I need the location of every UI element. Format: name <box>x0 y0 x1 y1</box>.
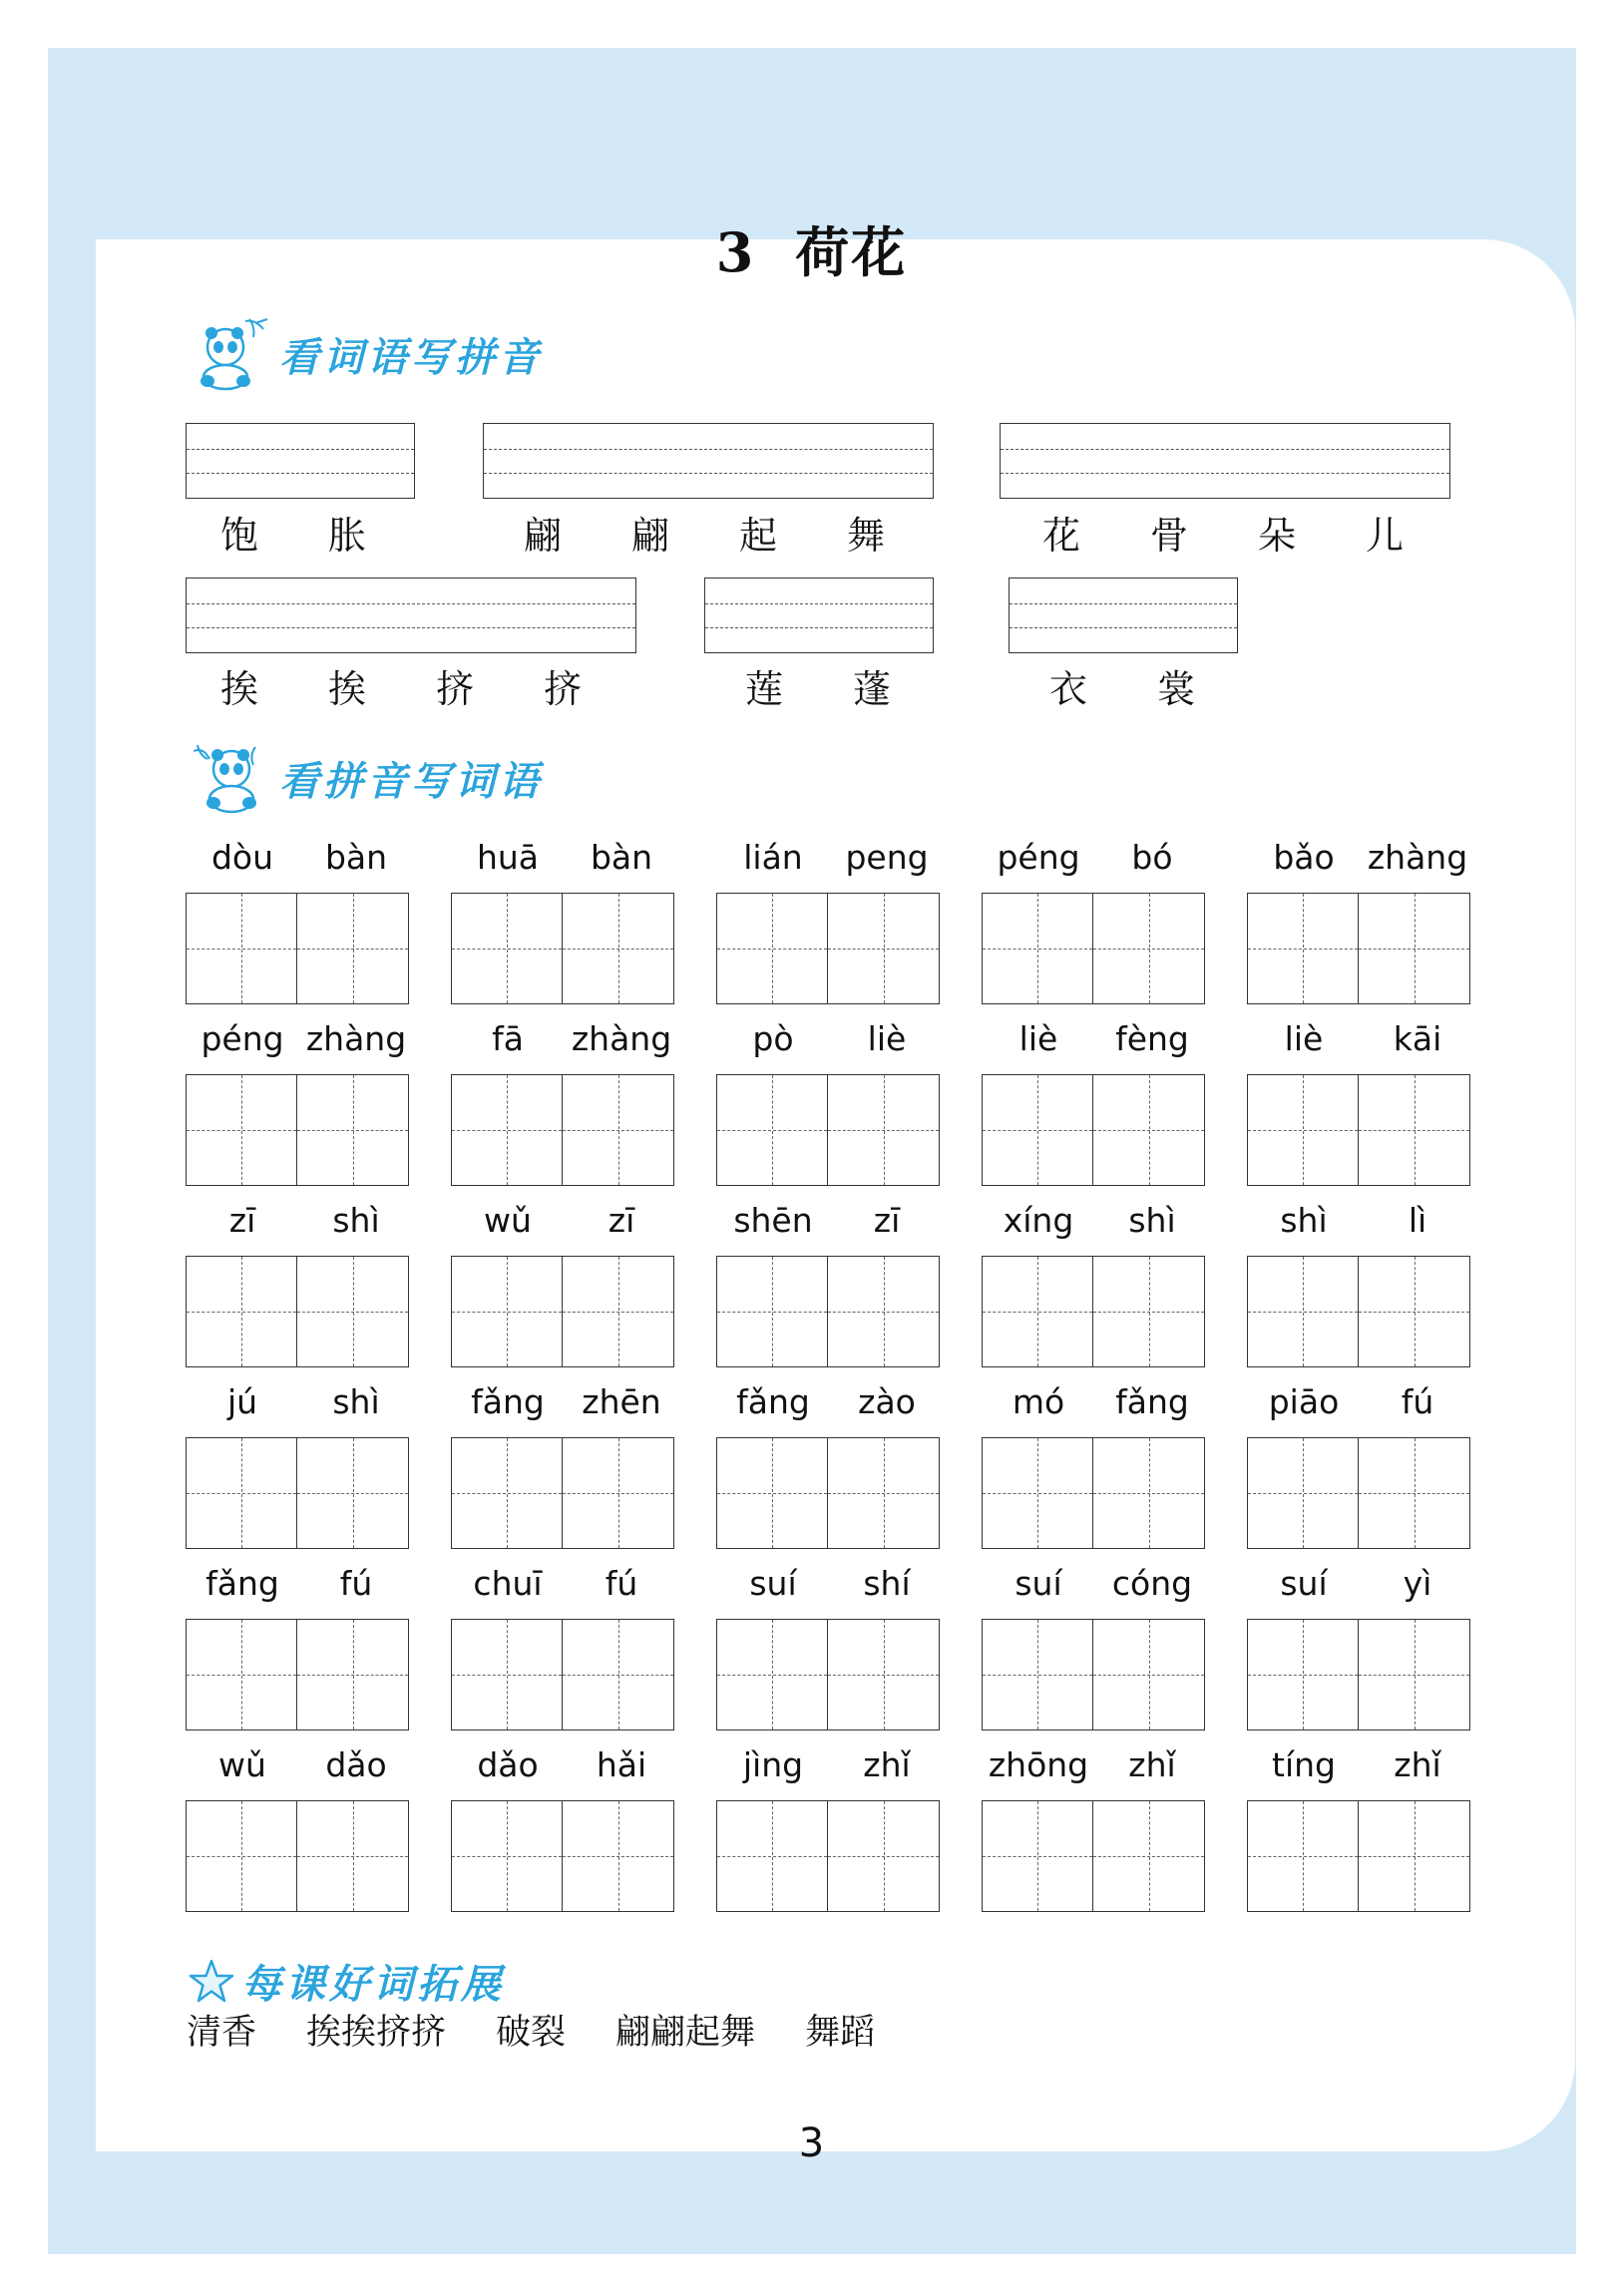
tian-grid-box[interactable] <box>186 1800 297 1912</box>
char: 挨 <box>327 667 366 711</box>
tian-grid-box[interactable] <box>563 1800 674 1912</box>
word-characters <box>1014 658 1230 713</box>
pinyin-word-cell <box>1247 838 1474 1004</box>
tian-grid-box[interactable] <box>186 1619 297 1730</box>
tian-grid-box[interactable] <box>982 1619 1093 1730</box>
pinyin-word-cell <box>186 1201 413 1367</box>
tian-grid-box[interactable] <box>186 1437 297 1549</box>
section2-label: 看拼音写词语 <box>279 757 543 805</box>
pinyin-label <box>1247 1019 1474 1067</box>
tian-grid-box[interactable] <box>186 1256 297 1367</box>
pinyin-label <box>186 1564 413 1612</box>
tian-grid-box[interactable] <box>982 1437 1093 1549</box>
char: 翩 <box>523 514 562 558</box>
tian-grid-box[interactable] <box>828 1800 940 1912</box>
pinyin-word-cell <box>1247 1201 1474 1367</box>
pinyin-label <box>1247 1564 1474 1612</box>
extension-word: 破裂 <box>496 2013 567 2053</box>
char: 挤 <box>435 667 474 711</box>
tian-grid-box[interactable] <box>1359 1619 1470 1730</box>
pinyin-syllable: zhǐ <box>1128 1745 1176 1784</box>
pinyin-label <box>716 1382 944 1430</box>
pinyin-word-cell <box>982 1382 1209 1549</box>
tian-grid-box[interactable] <box>563 1256 674 1367</box>
char: 挤 <box>543 667 582 711</box>
star-icon <box>188 1958 235 2006</box>
panda-icon <box>186 317 273 391</box>
tian-grid-box[interactable] <box>451 1256 563 1367</box>
page-title <box>0 210 1623 287</box>
pinyin-syllable: yì <box>1403 1564 1432 1603</box>
pinyin-syllable: fèng <box>1115 1019 1189 1058</box>
pinyin-writing-line[interactable] <box>186 423 415 499</box>
pinyin-syllable: zhōng <box>988 1745 1089 1784</box>
tian-grid-box[interactable] <box>1093 893 1205 1004</box>
pinyin-label <box>186 838 413 886</box>
pinyin-word-cell <box>716 1564 944 1730</box>
tian-grid-box[interactable] <box>451 893 563 1004</box>
pinyin-syllable: péng <box>201 1019 284 1058</box>
writing-boxes <box>186 1074 413 1186</box>
pinyin-syllable: zào <box>858 1382 916 1421</box>
section3-heading <box>188 1953 505 2010</box>
pinyin-syllable: fǎng <box>471 1382 545 1421</box>
pinyin-label <box>982 1745 1209 1793</box>
pinyin-syllable: xíng <box>1003 1201 1074 1240</box>
pinyin-writing-line[interactable] <box>1009 577 1238 653</box>
tian-grid-box[interactable] <box>451 1800 563 1912</box>
pinyin-word-cell <box>982 1201 1209 1367</box>
char: 挨 <box>219 667 258 711</box>
writing-boxes <box>982 1437 1209 1549</box>
extension-word: 翩翩起舞 <box>615 2013 756 2053</box>
section3-label: 每课好词拓展 <box>241 1961 505 2008</box>
pinyin-syllable: zī <box>228 1201 256 1240</box>
tian-grid-box[interactable] <box>716 1256 828 1367</box>
tian-grid-box[interactable] <box>1359 893 1470 1004</box>
tian-grid-box[interactable] <box>297 1800 409 1912</box>
writing-boxes <box>186 1800 413 1912</box>
tian-grid-box[interactable] <box>297 1619 409 1730</box>
pinyin-syllable: bó <box>1131 838 1173 877</box>
tian-grid-box[interactable] <box>716 1437 828 1549</box>
pinyin-label <box>1247 1745 1474 1793</box>
tian-grid-box[interactable] <box>451 1619 563 1730</box>
writing-boxes <box>451 1437 678 1549</box>
pinyin-word-cell <box>1247 1564 1474 1730</box>
writing-boxes <box>716 1619 944 1730</box>
pinyin-label <box>1247 1382 1474 1430</box>
pinyin-syllable: shì <box>1280 1201 1328 1240</box>
pinyin-syllable: suí <box>1280 1564 1328 1603</box>
pinyin-syllable: zhàng <box>1367 838 1468 877</box>
pinyin-syllable: bàn <box>324 838 388 877</box>
pinyin-word-cell <box>1247 1382 1474 1549</box>
pinyin-syllable: péng <box>997 838 1080 877</box>
pinyin-syllable: liè <box>1284 1019 1324 1058</box>
pinyin-label <box>716 1564 944 1612</box>
pinyin-word-cell <box>716 1745 944 1912</box>
section2-heading <box>186 741 543 815</box>
tian-grid-box[interactable] <box>716 1800 828 1912</box>
tian-grid-box[interactable] <box>1247 1256 1359 1367</box>
writing-boxes <box>186 1256 413 1367</box>
tian-grid-box[interactable] <box>828 1074 940 1186</box>
pinyin-syllable: fú <box>605 1564 638 1603</box>
pinyin-syllable: lì <box>1408 1201 1427 1240</box>
writing-boxes <box>716 893 944 1004</box>
pinyin-writing-line[interactable] <box>186 577 636 653</box>
pinyin-label <box>1247 1201 1474 1249</box>
tian-grid-box[interactable] <box>1093 1619 1205 1730</box>
writing-boxes <box>451 1074 678 1186</box>
pinyin-word-cell <box>1247 1019 1474 1186</box>
pinyin-label <box>451 1382 678 1430</box>
pinyin-syllable: shì <box>1128 1201 1176 1240</box>
tian-grid-box[interactable] <box>828 893 940 1004</box>
pinyin-label <box>982 1564 1209 1612</box>
pinyin-label <box>982 1019 1209 1067</box>
char: 胀 <box>327 514 366 558</box>
char: 莲 <box>744 667 783 711</box>
pinyin-syllable: pò <box>752 1019 794 1058</box>
pinyin-syllable: cóng <box>1111 1564 1193 1603</box>
tian-grid-box[interactable] <box>563 893 674 1004</box>
pinyin-syllable: suí <box>1014 1564 1062 1603</box>
pinyin-word-cell <box>451 1019 678 1186</box>
tian-grid-box[interactable] <box>1093 1437 1205 1549</box>
tian-grid-box[interactable] <box>563 1437 674 1549</box>
pinyin-syllable: suí <box>749 1564 797 1603</box>
char: 儿 <box>1365 514 1404 558</box>
tian-grid-box[interactable] <box>1247 1800 1359 1912</box>
writing-boxes <box>451 1256 678 1367</box>
writing-boxes <box>982 1800 1209 1912</box>
pinyin-syllable: liè <box>867 1019 907 1058</box>
char: 舞 <box>846 514 885 558</box>
pinyin-syllable: huā <box>476 838 540 877</box>
pinyin-label <box>716 838 944 886</box>
pinyin-syllable: kāi <box>1393 1019 1442 1058</box>
pinyin-word-cell <box>716 1019 944 1186</box>
writing-boxes <box>1247 1437 1474 1549</box>
writing-boxes <box>982 1074 1209 1186</box>
pinyin-word-cell <box>982 1745 1209 1912</box>
pinyin-writing-line[interactable] <box>483 423 934 499</box>
char: 朵 <box>1257 514 1296 558</box>
extension-words <box>187 2005 875 2055</box>
pinyin-syllable: jú <box>226 1382 258 1421</box>
tian-grid-box[interactable] <box>1247 1074 1359 1186</box>
writing-boxes <box>186 893 413 1004</box>
writing-boxes <box>982 1256 1209 1367</box>
tian-grid-box[interactable] <box>563 1074 674 1186</box>
pinyin-syllable: shì <box>332 1382 380 1421</box>
extension-word: 挨挨挤挤 <box>306 2013 447 2053</box>
word-characters <box>1008 505 1438 560</box>
tian-grid-box[interactable] <box>563 1619 674 1730</box>
pinyin-label <box>716 1019 944 1067</box>
writing-boxes <box>716 1074 944 1186</box>
pinyin-syllable: bǎo <box>1273 838 1335 877</box>
writing-boxes <box>451 893 678 1004</box>
pinyin-word-cell <box>451 1382 678 1549</box>
tian-grid-box[interactable] <box>1359 1256 1470 1367</box>
writing-boxes <box>716 1800 944 1912</box>
extension-word: 清香 <box>187 2013 257 2053</box>
pinyin-syllable: piāo <box>1268 1382 1340 1421</box>
pinyin-syllable: fǎng <box>736 1382 810 1421</box>
writing-boxes <box>716 1256 944 1367</box>
char: 蓬 <box>852 667 891 711</box>
pinyin-syllable: bàn <box>590 838 653 877</box>
pinyin-syllable: wǔ <box>484 1201 532 1240</box>
pinyin-label <box>186 1019 413 1067</box>
char: 衣 <box>1048 667 1087 711</box>
tian-grid-box[interactable] <box>716 1074 828 1186</box>
pinyin-word-cell <box>186 1564 413 1730</box>
pinyin-label <box>451 1745 678 1793</box>
tian-grid-box[interactable] <box>1093 1800 1205 1912</box>
tian-grid-box[interactable] <box>297 1437 409 1549</box>
tian-grid-box[interactable] <box>828 1619 940 1730</box>
writing-boxes <box>716 1437 944 1549</box>
pinyin-word-cell <box>451 1201 678 1367</box>
pinyin-syllable: dǎo <box>477 1745 539 1784</box>
tian-grid-box[interactable] <box>1093 1074 1205 1186</box>
pinyin-syllable: shēn <box>733 1201 813 1240</box>
pinyin-syllable: lián <box>743 838 803 877</box>
pinyin-word-cell <box>186 1019 413 1186</box>
writing-boxes <box>1247 1256 1474 1367</box>
pinyin-label <box>716 1745 944 1793</box>
pinyin-label <box>451 1564 678 1612</box>
pinyin-syllable: fú <box>339 1564 373 1603</box>
pinyin-label <box>1247 838 1474 886</box>
lesson-number: 3 <box>715 220 756 284</box>
char: 饱 <box>219 514 258 558</box>
tian-grid-box[interactable] <box>297 893 409 1004</box>
section1-heading <box>186 317 543 391</box>
extension-word: 舞蹈 <box>805 2013 876 2053</box>
pinyin-label <box>186 1382 413 1430</box>
tian-grid-box[interactable] <box>1247 1619 1359 1730</box>
tian-grid-box[interactable] <box>297 1074 409 1186</box>
pinyin-label <box>982 1201 1209 1249</box>
pinyin-label <box>716 1201 944 1249</box>
tian-grid-box[interactable] <box>716 893 828 1004</box>
pinyin-word-cell <box>982 838 1209 1004</box>
pinyin-label <box>982 838 1209 886</box>
pinyin-word-cell <box>186 1745 413 1912</box>
pinyin-syllable: zhàng <box>305 1019 407 1058</box>
word-characters <box>710 658 926 713</box>
pinyin-word-cell <box>186 1382 413 1549</box>
pinyin-word-cell <box>451 1745 678 1912</box>
pinyin-label <box>451 1019 678 1067</box>
char: 翩 <box>630 514 669 558</box>
writing-boxes <box>1247 1619 1474 1730</box>
char: 骨 <box>1149 514 1188 558</box>
pinyin-label <box>982 1382 1209 1430</box>
tian-grid-box[interactable] <box>982 1800 1093 1912</box>
writing-boxes <box>1247 1074 1474 1186</box>
pinyin-syllable: fú <box>1401 1382 1434 1421</box>
tian-grid-box[interactable] <box>828 1437 940 1549</box>
pinyin-syllable: tíng <box>1272 1745 1336 1784</box>
pinyin-syllable: shí <box>863 1564 911 1603</box>
pinyin-label <box>451 1201 678 1249</box>
pinyin-syllable: zī <box>873 1201 901 1240</box>
pinyin-label <box>451 838 678 886</box>
writing-boxes <box>982 1619 1209 1730</box>
pinyin-syllable: mó <box>1012 1382 1065 1421</box>
pinyin-label <box>186 1745 413 1793</box>
pinyin-syllable: zhǐ <box>1394 1745 1441 1784</box>
pinyin-syllable: shì <box>332 1201 380 1240</box>
panda-icon <box>186 741 273 815</box>
pinyin-syllable: fā <box>492 1019 524 1058</box>
pinyin-syllable: dǎo <box>325 1745 387 1784</box>
writing-boxes <box>451 1619 678 1730</box>
pinyin-word-cell <box>982 1564 1209 1730</box>
pinyin-syllable: fǎng <box>1115 1382 1189 1421</box>
tian-grid-box[interactable] <box>1247 893 1359 1004</box>
writing-boxes <box>186 1619 413 1730</box>
word-characters <box>186 505 401 560</box>
tian-grid-box[interactable] <box>186 1074 297 1186</box>
tian-grid-box[interactable] <box>297 1256 409 1367</box>
pinyin-syllable: hǎi <box>596 1745 647 1784</box>
char: 裳 <box>1156 667 1195 711</box>
tian-grid-box[interactable] <box>828 1256 940 1367</box>
tian-grid-box[interactable] <box>982 893 1093 1004</box>
lesson-title: 荷花 <box>795 220 908 284</box>
pinyin-syllable: zī <box>608 1201 635 1240</box>
tian-grid-box[interactable] <box>186 893 297 1004</box>
char: 起 <box>738 514 777 558</box>
pinyin-word-cell <box>716 838 944 1004</box>
tian-grid-box[interactable] <box>1247 1437 1359 1549</box>
tian-grid-box[interactable] <box>1093 1256 1205 1367</box>
pinyin-word-cell <box>716 1382 944 1549</box>
tian-grid-box[interactable] <box>1359 1074 1470 1186</box>
word-characters <box>489 505 920 560</box>
writing-boxes <box>186 1437 413 1549</box>
tian-grid-box[interactable] <box>982 1074 1093 1186</box>
tian-grid-box[interactable] <box>1359 1437 1470 1549</box>
pinyin-syllable: jìng <box>742 1745 804 1784</box>
pinyin-syllable: fǎng <box>205 1564 279 1603</box>
pinyin-syllable: chuī <box>473 1564 543 1603</box>
pinyin-word-cell <box>451 1564 678 1730</box>
pinyin-word-cell <box>186 838 413 1004</box>
pinyin-word-cell <box>716 1201 944 1367</box>
pinyin-syllable: liè <box>1018 1019 1058 1058</box>
pinyin-word-cell <box>451 838 678 1004</box>
tian-grid-box[interactable] <box>716 1619 828 1730</box>
pinyin-label <box>186 1201 413 1249</box>
pinyin-syllable: zhēn <box>582 1382 661 1421</box>
tian-grid-box[interactable] <box>1359 1800 1470 1912</box>
pinyin-syllable: dòu <box>210 838 274 877</box>
writing-boxes <box>451 1800 678 1912</box>
writing-boxes <box>1247 893 1474 1004</box>
pinyin-writing-line[interactable] <box>1000 423 1450 499</box>
pinyin-writing-line[interactable] <box>704 577 934 653</box>
pinyin-syllable: zhàng <box>571 1019 672 1058</box>
char: 花 <box>1041 514 1080 558</box>
tian-grid-box[interactable] <box>982 1256 1093 1367</box>
section1-label: 看词语写拼音 <box>279 333 543 381</box>
word-characters <box>186 658 616 713</box>
tian-grid-box[interactable] <box>451 1437 563 1549</box>
tian-grid-box[interactable] <box>451 1074 563 1186</box>
pinyin-word-cell <box>1247 1745 1474 1912</box>
pinyin-syllable: wǔ <box>218 1745 266 1784</box>
page-number: 3 <box>798 2120 825 2166</box>
writing-boxes <box>1247 1800 1474 1912</box>
writing-boxes <box>982 893 1209 1004</box>
pinyin-syllable: zhǐ <box>863 1745 911 1784</box>
pinyin-word-cell <box>982 1019 1209 1186</box>
pinyin-syllable: peng <box>845 838 929 877</box>
